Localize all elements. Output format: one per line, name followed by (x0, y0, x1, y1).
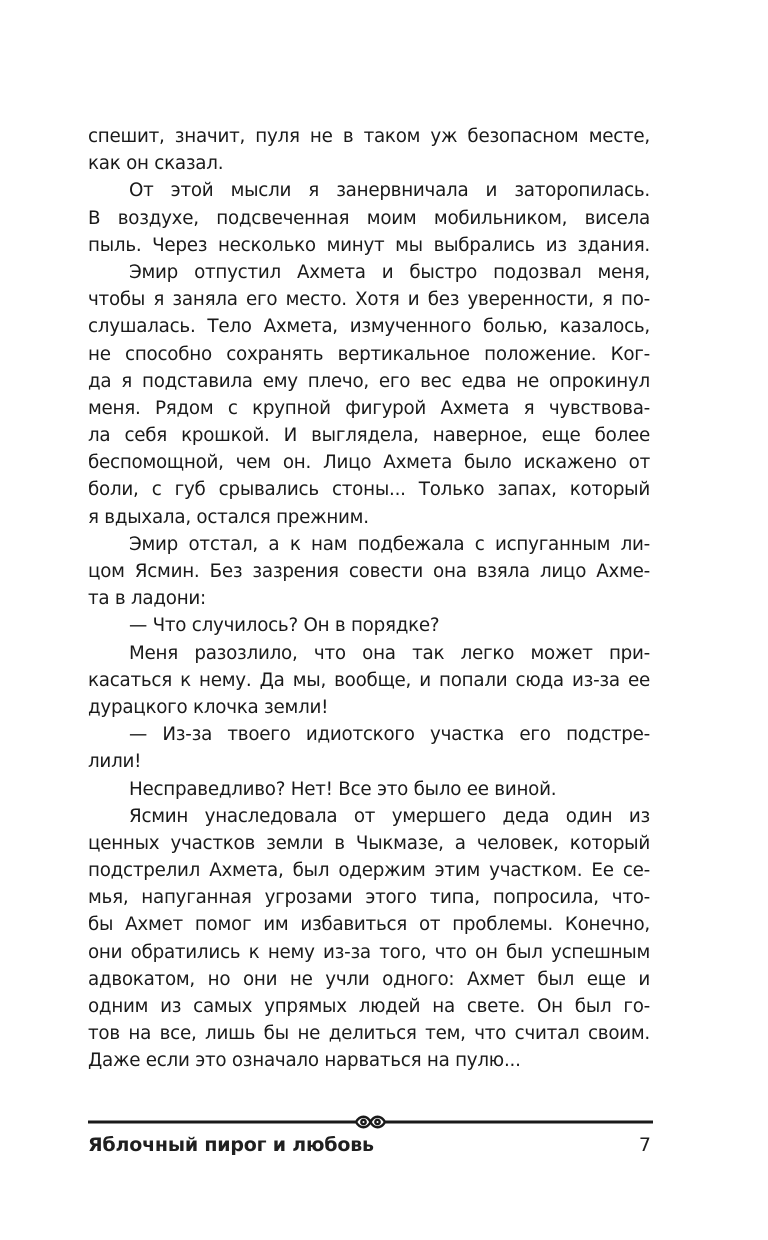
text-line: цом Ясмин. Без зазрения совести она взяла лицо Ахме- (88, 561, 650, 582)
text-line: да я подставила ему плечо, его вес едва не опрокинул (88, 370, 650, 392)
text-line: адвокатом, но они не учли одного: Ахмет был еще и (88, 968, 650, 990)
page-number: 7 (638, 1134, 651, 1156)
text-line: беспомощной, чем он. Лицо Ахмета было искажено от (88, 452, 650, 474)
text-line: бы Ахмет помог им избавиться от проблемы. Конечно, (88, 914, 650, 936)
text-line: Даже если это означало нарваться на пулю... (88, 1050, 521, 1072)
text-line: тов на все, лишь бы не делиться тем, что считал своим. (88, 1023, 650, 1045)
text-line: та в ладони: (88, 588, 206, 610)
text-line: дурацкого клочка земли! (88, 696, 329, 718)
text-line: — Из-за твоего идиотского участка его подстре- (129, 724, 650, 746)
page-body (88, 123, 650, 1075)
text-line: пыль. Через несколько минут мы выбрались из здания. (88, 234, 650, 256)
text-line: подстрелил Ахмета, был одержим этим участком. Ее се- (88, 860, 650, 882)
text-line: слушалась. Тело Ахмета, измученного болью, казалось, (88, 316, 650, 338)
text-line: В воздухе, подсвеченная моим мобильником, висела (88, 207, 650, 229)
text-line: они обратились к нему из-за того, что он был успешным (88, 941, 650, 963)
text-line: ла себя крошкой. И выглядела, наверное, еще более (88, 425, 650, 447)
text-line: Ясмин унаследовала от умершего деда один из (129, 805, 650, 827)
text-line: лили! (88, 751, 142, 773)
text-line: спешит, значит, пуля не в таком уж безопасном месте, (88, 126, 650, 147)
text-line: не способно сохранять вертикальное положение. Ког- (88, 343, 650, 365)
text-line: Меня разозлило, что она так легко может при- (129, 642, 650, 664)
text-line: ценных участков земли в Чыкмазе, а человек, который (88, 832, 650, 854)
text-line: Эмир отпустил Ахмета и быстро подозвал меня, (129, 261, 650, 283)
text-line: Эмир отстал, а к нам подбежала с испуганным ли- (129, 533, 650, 555)
text-line: боли, с губ срывались стоны... Только запах, который (88, 479, 650, 501)
text-line: — Что случилось? Он в порядке? (129, 615, 440, 637)
text-line: Несправедливо? Нет! Все это было ее виной. (129, 778, 557, 800)
text-line: меня. Рядом с крупной фигурой Ахмета я чувствова- (88, 397, 650, 419)
running-footer-title: Яблочный пирог и любовь (88, 1134, 374, 1156)
infinity-knot-icon (356, 1117, 385, 1128)
text-line: я вдыхала, остался прежним. (88, 506, 369, 528)
text-line: как он сказал. (88, 153, 224, 175)
text-line: мья, напуганная угрозами этого типа, попросила, что- (88, 887, 650, 909)
text-line: чтобы я заняла его место. Хотя и без уверенности, я по- (88, 289, 650, 311)
text-line: одним из самых упрямых людей на свете. Он был го- (88, 996, 650, 1017)
text-line: касаться к нему. Да мы, вообще, и попали сюда из-за ее (88, 669, 650, 691)
text-line: От этой мысли я занервничала и заторопилась. (129, 180, 650, 202)
